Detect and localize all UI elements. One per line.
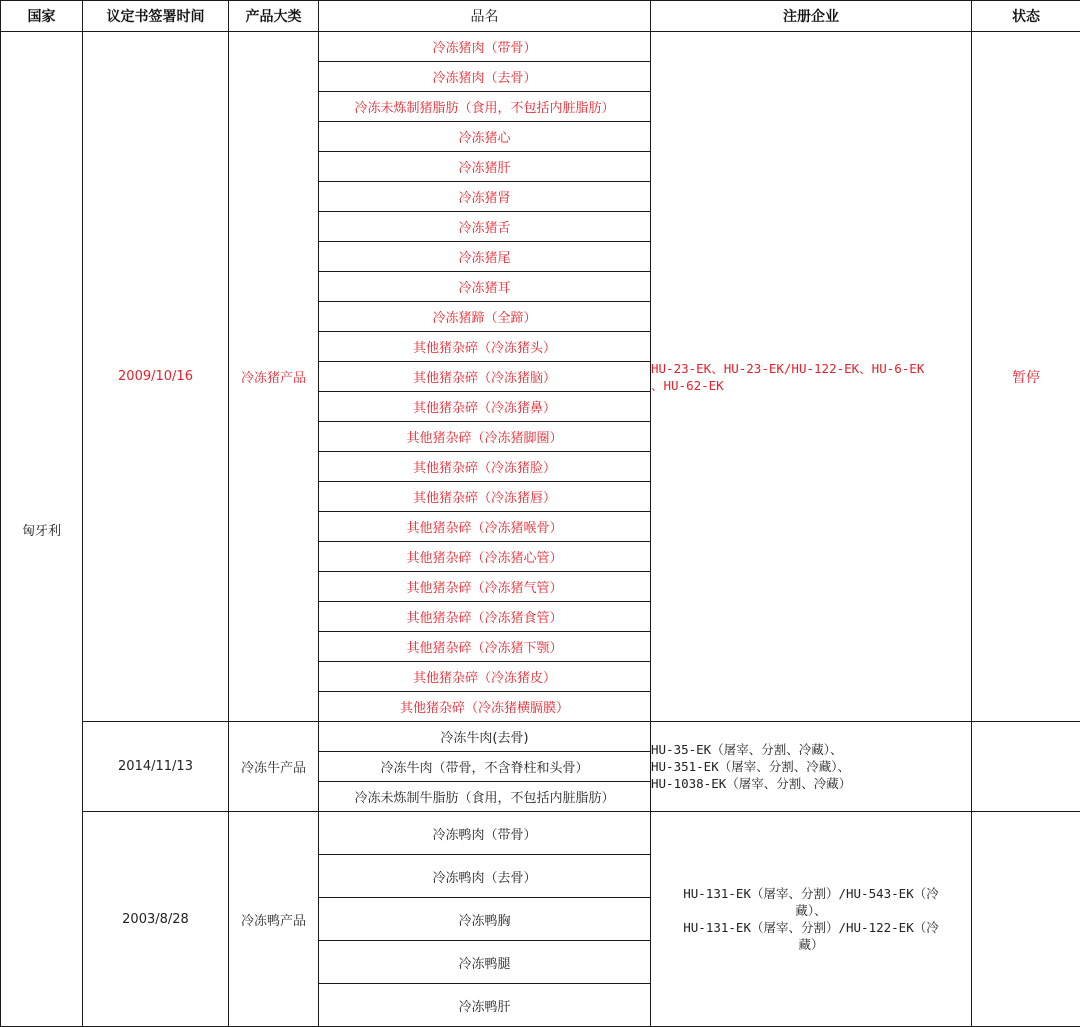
header-status: 状态 bbox=[972, 1, 1080, 32]
product-name-cell: 冷冻猪肉（去骨） bbox=[319, 62, 651, 92]
product-name-cell: 冷冻猪蹄（全蹄） bbox=[319, 302, 651, 332]
sign-date-cell: 2009/10/16 bbox=[83, 32, 229, 722]
product-name-cell: 其他猪杂碎（冷冻猪脚圈） bbox=[319, 422, 651, 452]
registered-company-cell bbox=[651, 32, 972, 722]
product-name-cell: 其他猪杂碎（冷冻猪喉骨） bbox=[319, 512, 651, 542]
company-code-line: HU-23-EK、HU-23-EK/HU-122-EK、HU-6-EK bbox=[651, 360, 971, 377]
country-cell: 匈牙利 bbox=[1, 32, 83, 1027]
table-row bbox=[1, 32, 1080, 62]
status-cell bbox=[972, 812, 1080, 1027]
header-product: 品名 bbox=[319, 1, 651, 32]
sign-date-cell: 2014/11/13 bbox=[83, 722, 229, 812]
registered-company-cell bbox=[651, 812, 972, 1027]
product-name-cell: 冷冻未炼制猪脂肪（食用，不包括内脏脂肪） bbox=[319, 92, 651, 122]
product-name-cell: 其他猪杂碎（冷冻猪食管） bbox=[319, 602, 651, 632]
product-name-cell: 冷冻鸭胸 bbox=[319, 898, 651, 941]
product-name-cell: 其他猪杂碎（冷冻猪皮） bbox=[319, 662, 651, 692]
table-row bbox=[1, 812, 1080, 855]
header-category: 产品大类 bbox=[229, 1, 319, 32]
category-cell: 冷冻猪产品 bbox=[229, 32, 319, 722]
product-name-cell: 其他猪杂碎（冷冻猪横膈膜） bbox=[319, 692, 651, 722]
product-name-cell: 冷冻猪舌 bbox=[319, 212, 651, 242]
company-code-line: HU-351-EK（屠宰、分割、冷藏）、 bbox=[651, 758, 971, 775]
product-name-cell: 冷冻鸭肉（带骨） bbox=[319, 812, 651, 855]
product-name-cell: 冷冻鸭肝 bbox=[319, 984, 651, 1027]
product-name-cell: 冷冻猪心 bbox=[319, 122, 651, 152]
header-country: 国家 bbox=[1, 1, 83, 32]
product-name-cell: 其他猪杂碎（冷冻猪头） bbox=[319, 332, 651, 362]
product-name-cell: 冷冻猪肾 bbox=[319, 182, 651, 212]
company-code-line: 藏）、 bbox=[663, 902, 959, 919]
product-name-cell: 其他猪杂碎（冷冻猪唇） bbox=[319, 482, 651, 512]
company-code-line: HU-1038-EK（屠宰、分割、冷藏） bbox=[651, 775, 971, 792]
company-code-line: 、HU-62-EK bbox=[651, 377, 971, 394]
registered-company-cell bbox=[651, 722, 972, 812]
status-cell bbox=[972, 722, 1080, 812]
product-name-cell: 冷冻猪耳 bbox=[319, 272, 651, 302]
product-name-cell: 冷冻牛肉(去骨) bbox=[319, 722, 651, 752]
table-row bbox=[1, 722, 1080, 752]
sign-date-cell: 2003/8/28 bbox=[83, 812, 229, 1027]
company-code-line: HU-131-EK（屠宰、分割）/HU-543-EK（冷 bbox=[663, 885, 959, 902]
product-name-cell: 冷冻猪肝 bbox=[319, 152, 651, 182]
product-name-cell: 冷冻牛肉（带骨，不含脊柱和头骨） bbox=[319, 752, 651, 782]
product-name-cell: 冷冻猪肉（带骨） bbox=[319, 32, 651, 62]
product-name-cell: 冷冻未炼制牛脂肪（食用，不包括内脏脂肪） bbox=[319, 782, 651, 812]
table-body bbox=[1, 32, 1080, 1027]
company-code-line: HU-35-EK（屠宰、分割、冷藏）、 bbox=[651, 741, 971, 758]
header-row bbox=[1, 1, 1080, 32]
product-name-cell: 其他猪杂碎（冷冻猪心管） bbox=[319, 542, 651, 572]
product-name-cell: 其他猪杂碎（冷冻猪脑） bbox=[319, 362, 651, 392]
product-name-cell: 冷冻鸭肉（去骨） bbox=[319, 855, 651, 898]
category-cell: 冷冻鸭产品 bbox=[229, 812, 319, 1027]
product-name-cell: 其他猪杂碎（冷冻猪脸） bbox=[319, 452, 651, 482]
category-cell: 冷冻牛产品 bbox=[229, 722, 319, 812]
company-code-line: HU-131-EK（屠宰、分割）/HU-122-EK（冷 bbox=[663, 919, 959, 936]
product-name-cell: 其他猪杂碎（冷冻猪气管） bbox=[319, 572, 651, 602]
product-name-cell: 冷冻猪尾 bbox=[319, 242, 651, 272]
product-name-cell: 冷冻鸭腿 bbox=[319, 941, 651, 984]
status-cell: 暂停 bbox=[972, 32, 1080, 722]
product-name-cell: 其他猪杂碎（冷冻猪下颚） bbox=[319, 632, 651, 662]
product-name-cell: 其他猪杂碎（冷冻猪鼻） bbox=[319, 392, 651, 422]
header-sign-date: 议定书签署时间 bbox=[83, 1, 229, 32]
header-company: 注册企业 bbox=[651, 1, 972, 32]
company-code-line: 藏） bbox=[663, 936, 959, 953]
